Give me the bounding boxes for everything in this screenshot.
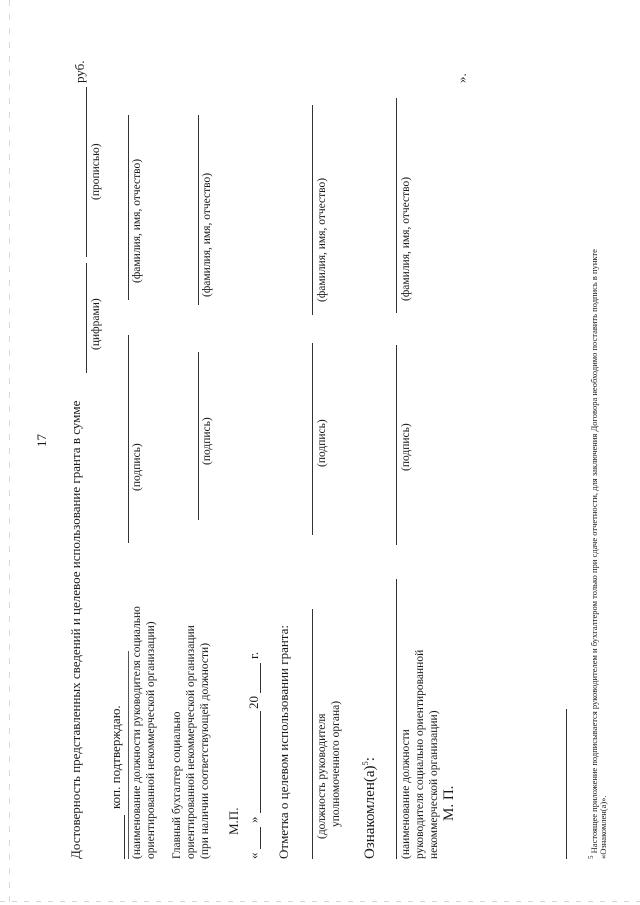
grant-note-title: Отметка о целевом использовании гранта: [276,624,291,859]
footnote-line1: $^5$ Настоящее приложение подписывается руководителем и бухгалтером только при сдаче отчетности, для заключения Договора необходимо поставить подпись в пункте [587,249,599,859]
amount-digits-line [86,263,87,373]
accountant-line1: Главный бухгалтер социально [171,711,183,859]
accountant-line3: (при наличии соответствующей должности) [199,642,211,859]
acquainted-stamp-label: М. П. [441,785,457,821]
authority-fio-line [312,105,313,315]
authority-signature-line [312,343,313,535]
acquainted-position-line3: некоммерческой организации) [428,710,440,859]
authority-fio-caption: (фамилия, имя, отчество) [316,177,328,302]
acquainted-closing-quote: ». [454,73,469,83]
digits-caption: (цифрами) [90,298,102,350]
head-signature-line [128,335,129,543]
currency-label: руб. [72,60,87,83]
acquainted-position-line [396,579,397,859]
acquainted-position-line1: (наименование должности [400,729,412,859]
acquainted-position-line2: руководителя социально ориентированной [414,649,426,859]
authority-caption-line1: (должность руководителя [316,713,328,839]
head-position-line [128,651,129,859]
acquainted-footnote-mark: 5 [360,761,370,766]
acquainted-fio-line [396,98,397,313]
authority-caption-line2: уполномоченного органа) [330,700,342,827]
head-caption-line2: ориентированной некоммерческой организации) [145,621,157,859]
words-caption: (прописью) [90,143,102,200]
footnote-mark: 5 [587,855,595,859]
acquainted-signature-line [396,345,397,545]
footnote-separator [566,709,567,859]
date-close-quote: » [246,816,261,823]
date-year-suffix: г. [246,651,261,659]
head-caption-line1: (наименование должности руководителя социально [131,606,143,859]
date-month-line [260,711,261,813]
date-year-prefix: 20 [246,696,261,709]
authority-signature-caption: (подпись) [316,419,328,467]
accountant-signature-caption: (подпись) [201,417,213,465]
statement-line: Достоверность представленных сведений и целевое использование гранта в сумме [68,400,83,859]
page-number: 17 [34,434,49,447]
acquainted-signature-caption: (подпись) [400,423,412,471]
head-fio-caption: (фамилия, имя, отчество) [131,158,143,283]
accountant-fio-caption: (фамилия, имя, отчество) [201,172,213,297]
kopecks-confirm: коп. подтверждаю. [108,705,123,809]
acquainted-fio-caption: (фамилия, имя, отчество) [400,176,412,301]
authority-position-line [312,609,313,859]
stamp-place-label: М.П. [226,807,241,835]
acquainted-label: $Ознакомлен(а)^5$: [360,757,378,859]
footnote-line2: «Ознакомлен(а)». [598,795,608,859]
date-open-quote: « [246,852,261,859]
accountant-fio-line [198,115,199,305]
amount-words-line [86,87,87,257]
accountant-line2: ориентированной некоммерческой организации [185,625,197,859]
date-year-line [260,663,261,693]
kopecks-line [124,815,125,859]
head-signature-caption: (подпись) [131,443,143,491]
date-day-line [260,827,261,849]
head-fio-line [128,115,129,300]
accountant-signature-line [198,352,199,520]
